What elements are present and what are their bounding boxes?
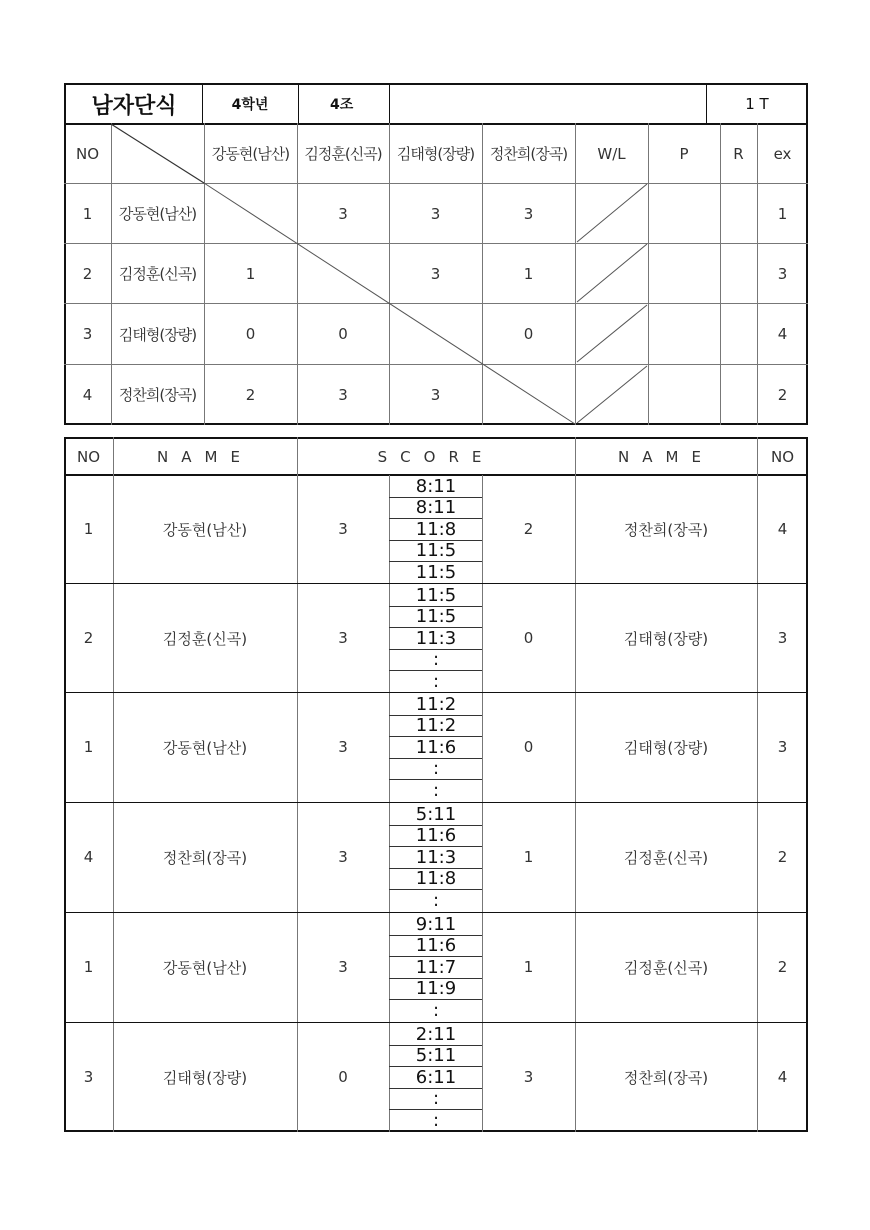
row-no: 4 xyxy=(82,385,93,404)
player2-sets: 1 xyxy=(523,848,534,866)
wl-diagonal xyxy=(577,244,647,302)
player2-no: 3 xyxy=(777,738,788,756)
player1-no: 3 xyxy=(83,1068,94,1086)
row-ex: 4 xyxy=(777,325,788,343)
game-score: 5:11 xyxy=(415,1045,457,1067)
player1-name: 강동현(남산) xyxy=(162,520,248,539)
player1-sets: 3 xyxy=(338,629,348,647)
game-score: : xyxy=(432,758,440,780)
col-header-wl: W/L xyxy=(597,144,626,163)
player1-no: 1 xyxy=(83,738,94,756)
col-header-player: 김정훈(신곡) xyxy=(304,145,382,163)
row-score: 3 xyxy=(523,204,534,223)
row-score: 0 xyxy=(523,325,534,343)
player2-sets: 3 xyxy=(523,1068,534,1086)
player1-name: 강동현(남산) xyxy=(162,738,248,757)
game-score: 11:2 xyxy=(415,693,457,715)
wl-diagonal xyxy=(577,184,647,242)
row-score: 0 xyxy=(338,325,348,343)
col-header-player: 강동현(남산) xyxy=(211,145,290,163)
col-header-points: P xyxy=(679,144,689,163)
game-score: 11:3 xyxy=(415,627,457,649)
row-score: 3 xyxy=(430,264,441,283)
player2-no: 2 xyxy=(777,958,788,976)
player2-sets: 1 xyxy=(523,958,534,976)
game-score: 11:5 xyxy=(415,561,457,583)
game-score: : xyxy=(432,649,440,671)
game-score: 5:11 xyxy=(415,803,457,825)
row-player-name: 김정훈(신곡) xyxy=(118,265,197,283)
col-header-rank: R xyxy=(733,144,744,163)
player1-name: 김태형(장량) xyxy=(162,1068,248,1087)
game-score: 11:5 xyxy=(415,606,457,628)
player1-sets: 3 xyxy=(338,958,348,976)
game-score: : xyxy=(432,889,440,911)
game-score: 2:11 xyxy=(415,1023,457,1045)
player2-name: 김정훈(신곡) xyxy=(623,848,709,867)
player1-name: 강동현(남산) xyxy=(162,958,248,977)
header-score: SCORE xyxy=(377,447,495,466)
game-score: 11:5 xyxy=(415,584,457,606)
player1-no: 2 xyxy=(83,629,94,647)
wl-diagonal xyxy=(577,305,647,362)
group-label: 4조 xyxy=(330,97,354,113)
row-score: 0 xyxy=(245,325,256,343)
col-header-no: NO xyxy=(75,144,100,163)
row-score: 3 xyxy=(430,385,441,404)
player2-name: 김태형(장량) xyxy=(623,738,709,757)
row-player-name: 김태형(장량) xyxy=(118,325,197,344)
game-score: : xyxy=(432,999,440,1021)
game-score: 11:2 xyxy=(415,715,457,737)
game-score: 11:6 xyxy=(415,736,457,758)
row-ex: 2 xyxy=(777,385,788,404)
game-score: : xyxy=(432,1088,440,1110)
player1-sets: 3 xyxy=(338,520,348,538)
player1-sets: 3 xyxy=(338,738,348,756)
event-title: 남자단식 xyxy=(91,93,177,119)
player1-sets: 0 xyxy=(338,1068,348,1086)
wl-diagonal xyxy=(577,366,647,423)
header-no-right: NO xyxy=(770,447,795,466)
row-player-name: 강동현(남산) xyxy=(118,205,197,223)
row-no: 1 xyxy=(82,204,93,223)
player1-no: 4 xyxy=(83,848,94,866)
row-score: 1 xyxy=(523,264,534,283)
game-score: : xyxy=(432,670,440,692)
game-score: 11:7 xyxy=(415,956,457,978)
game-score: 11:8 xyxy=(415,868,457,890)
row-score: 1 xyxy=(245,264,256,283)
row-score: 3 xyxy=(338,385,348,404)
game-score: 11:6 xyxy=(415,825,457,847)
player2-name: 김정훈(신곡) xyxy=(623,958,709,977)
col-header-ex: ex xyxy=(773,144,792,163)
row-ex: 1 xyxy=(777,204,788,223)
row-score: 3 xyxy=(430,204,441,223)
player2-sets: 0 xyxy=(523,738,534,756)
player2-name: 정찬희(장곡) xyxy=(623,1068,709,1087)
row-score: 3 xyxy=(338,204,348,223)
game-score: 8:11 xyxy=(415,497,457,519)
player2-name: 정찬희(장곡) xyxy=(623,520,709,539)
header-name-right: NAME xyxy=(618,447,714,466)
player1-name: 정찬희(장곡) xyxy=(162,848,248,867)
player2-no: 2 xyxy=(777,848,788,866)
game-score: 9:11 xyxy=(415,913,457,935)
player2-sets: 0 xyxy=(523,629,534,647)
game-score: : xyxy=(432,779,440,801)
game-score: 11:9 xyxy=(415,978,457,1000)
game-score: 11:5 xyxy=(415,540,457,562)
row-no: 3 xyxy=(82,325,93,343)
col-header-player: 정찬희(장곡) xyxy=(489,145,568,163)
game-score: 8:11 xyxy=(415,475,457,497)
game-score: 11:6 xyxy=(415,935,457,957)
player2-no: 4 xyxy=(777,1068,788,1086)
row-score: 2 xyxy=(245,385,256,404)
row-no: 2 xyxy=(82,264,93,283)
player1-no: 1 xyxy=(83,520,94,538)
player1-name: 김정훈(신곡) xyxy=(162,629,248,648)
header-corner-diagonal xyxy=(111,124,204,183)
row-player-name: 정찬희(장곡) xyxy=(118,386,197,404)
grade-label: 4학년 xyxy=(231,97,269,113)
table-number: 1 T xyxy=(745,95,769,113)
game-score: 11:3 xyxy=(415,846,457,868)
player1-no: 1 xyxy=(83,958,94,976)
game-score: : xyxy=(432,1109,440,1131)
player1-sets: 3 xyxy=(338,848,348,866)
row-ex: 3 xyxy=(777,264,788,283)
header-no-left: NO xyxy=(76,447,101,466)
player2-no: 3 xyxy=(777,629,788,647)
player2-sets: 2 xyxy=(523,520,534,538)
col-header-player: 김태형(장량) xyxy=(396,145,475,163)
player2-no: 4 xyxy=(777,520,788,538)
header-name-left: NAME xyxy=(157,447,253,466)
game-score: 11:8 xyxy=(415,518,457,540)
game-score: 6:11 xyxy=(415,1066,457,1088)
player2-name: 김태형(장량) xyxy=(623,629,709,648)
